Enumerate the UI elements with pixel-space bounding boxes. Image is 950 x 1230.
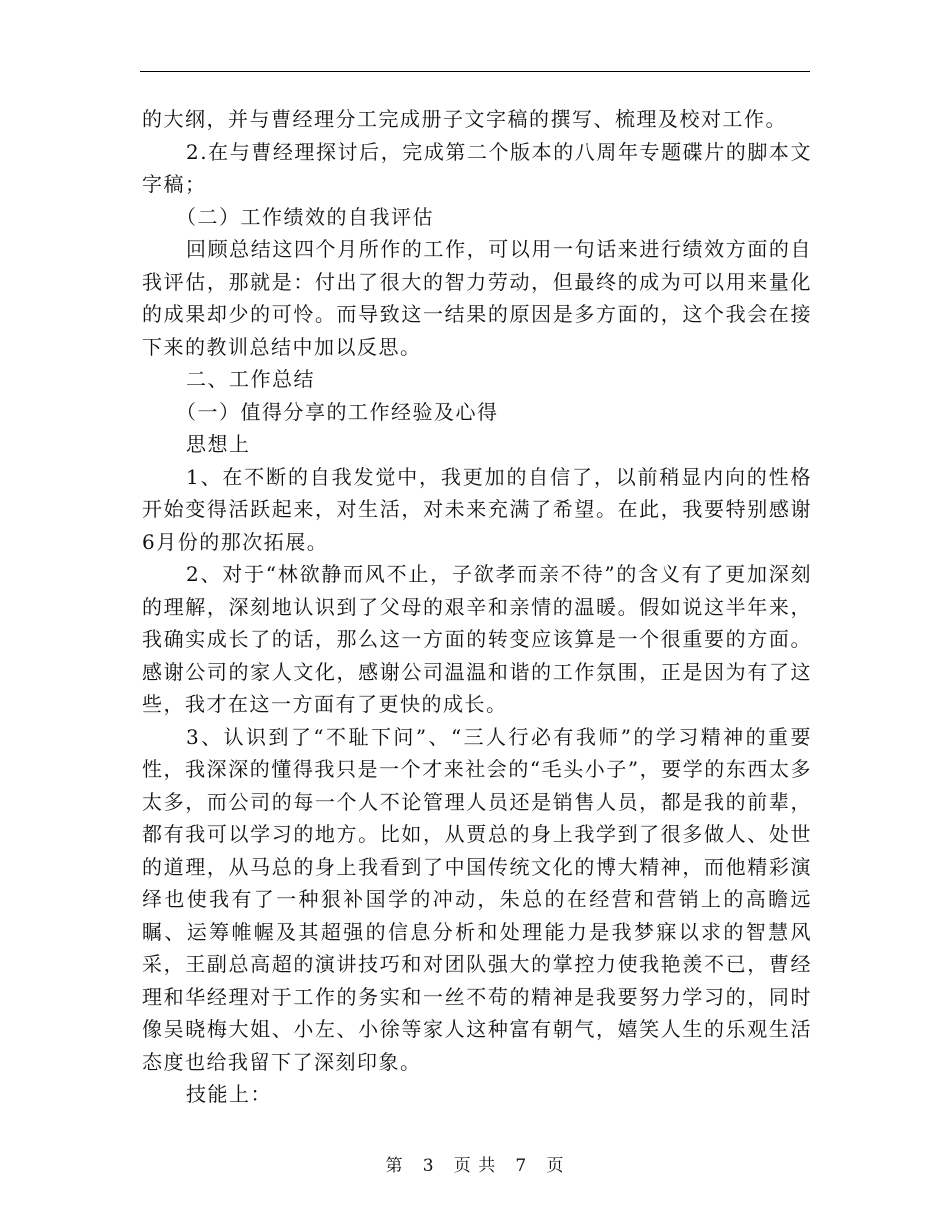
section-heading-experience: （一）值得分享的工作经验及心得: [176, 399, 499, 424]
paragraph-point-2: 2、对于“林欲静而风不止，子欲孝而亲不待”的含义有了更加深刻的理解，深刻地认识到了父母的艰辛和亲情的温暖。假如说这半年来，我确实成长了的话，那么这一方面的转变应该算是一个很重要的方面。感谢公司的家人文化，感谢公司温温和谐的工作氛围，正是因为有了这些，我才在这一方面有了更快的成长。: [142, 562, 812, 716]
subheading-skills: 技能上：: [186, 1082, 272, 1106]
subheading-thinking: 思想上: [186, 432, 251, 456]
paragraph-intro-tail: 的大纲，并与曹经理分工完成册子文字稿的撰写、梳理及校对工作。: [142, 107, 787, 131]
paragraph-item-2: 2.在与曹经理探讨后，完成第二个版本的八周年专题碟片的脚本文字稿；: [142, 139, 812, 196]
paragraph-point-1: 1、在不断的自我发觉中，我更加的自信了，以前稍显内向的性格开始变得活跃起来，对生活，对未来充满了希望。在此，我要特别感谢6月份的那次拓展。: [142, 464, 812, 554]
footer-current-page: 3: [422, 1156, 435, 1176]
footer-suffix: 页: [546, 1156, 565, 1176]
header-rule: [140, 71, 810, 72]
footer-prefix: 第: [385, 1156, 404, 1176]
footer-total-pages: 7: [515, 1156, 528, 1176]
section-heading-work-summary: 二、工作总结: [186, 367, 315, 391]
document-body: [142, 103, 812, 1111]
section-heading-self-evaluation: （二）工作绩效的自我评估: [176, 204, 434, 229]
paragraph-self-evaluation: 回顾总结这四个月所作的工作，可以用一句话来进行绩效方面的自我评估，那就是：付出了很大的智力劳动，但最终的成为可以用来量化的成果却少的可怜。而导致这一结果的原因是多方面的，这个我会在接下来的教训总结中加以反思。: [142, 237, 812, 359]
paragraph-point-3: 3、认识到了“不耻下问”、“三人行必有我师”的学习精神的重要性，我深深的懂得我只是一个才来社会的“毛头小子”，要学的东西太多太多，而公司的每一个人不论管理人员还是销售人员，都是我的前辈，都有我可以学习的地方。比如，从贾总的身上我学到了很多做人、处世的道理，从马总的身上我看到了中国传统文化的博大精神，而他精彩演绎也使我有了一种狠补国学的冲动，朱总的在经营和营销上的高瞻远瞩、运筹帷幄及其超强的信息分析和处理能力是我梦寐以求的智慧风采，王副总高超的演讲技巧和对团队强大的掌控力使我艳羡不已，曹经理和华经理对于工作的务实和一丝不苟的精神是我要努力学习的，同时像吴晓梅大姐、小左、小徐等家人这种富有朝气，嬉笑人生的乐观生活态度也给我留下了深刻印象。: [142, 724, 812, 1074]
footer-middle: 页 共: [453, 1156, 497, 1176]
page-footer: [0, 1151, 950, 1176]
